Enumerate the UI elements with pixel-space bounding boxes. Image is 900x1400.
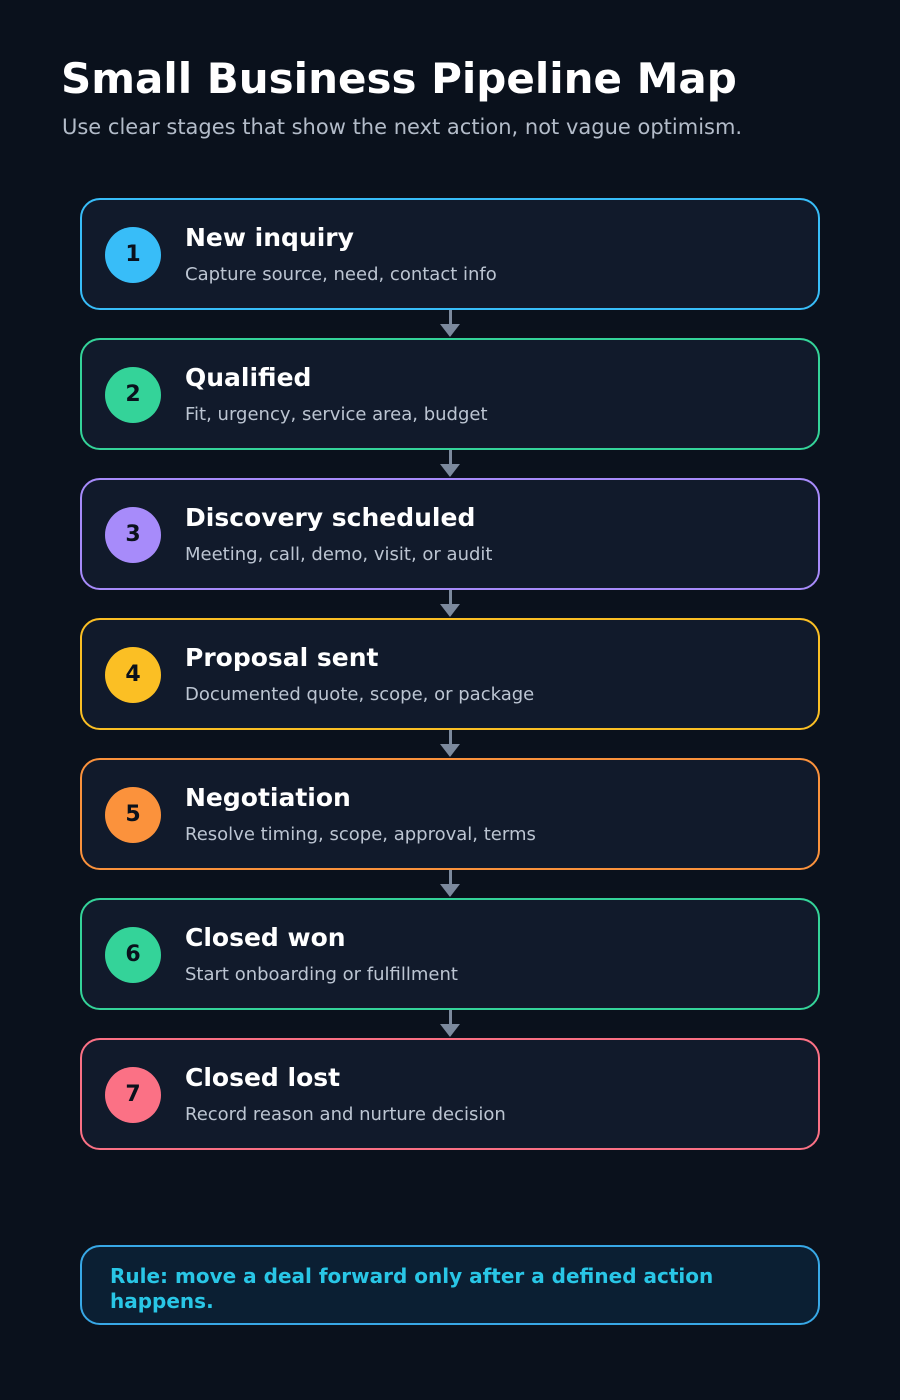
stage-description: Capture source, need, contact info <box>185 264 497 285</box>
page-subtitle: Use clear stages that show the next action, not vague optimism. <box>62 115 743 139</box>
stage-list <box>80 198 820 1150</box>
stage-description: Documented quote, scope, or package <box>185 684 535 705</box>
down-arrow-icon <box>80 450 820 478</box>
stage-description: Resolve timing, scope, approval, terms <box>185 824 536 845</box>
stage-card-proposal-sent <box>80 618 820 730</box>
rule-callout <box>80 1245 820 1325</box>
stage-number-badge: 4 <box>105 647 161 703</box>
stage-number-badge: 6 <box>105 927 161 983</box>
stage-card-negotiation <box>80 758 820 870</box>
stage-title: New inquiry <box>185 223 354 252</box>
down-arrow-icon <box>80 310 820 338</box>
stage-card-qualified <box>80 338 820 450</box>
down-arrow-icon <box>80 590 820 618</box>
stage-title: Discovery scheduled <box>185 503 476 532</box>
stage-title: Closed lost <box>185 1063 341 1092</box>
page-title: Small Business Pipeline Map <box>61 54 737 103</box>
stage-description: Fit, urgency, service area, budget <box>185 404 488 425</box>
stage-title: Qualified <box>185 363 312 392</box>
down-arrow-icon <box>80 1010 820 1038</box>
stage-number-badge: 5 <box>105 787 161 843</box>
down-arrow-icon <box>80 730 820 758</box>
stage-card-discovery-scheduled <box>80 478 820 590</box>
stage-description: Start onboarding or fulfillment <box>185 964 458 985</box>
down-arrow-icon <box>80 870 820 898</box>
stage-card-closed-lost <box>80 1038 820 1150</box>
stage-number-badge: 2 <box>105 367 161 423</box>
stage-description: Record reason and nurture decision <box>185 1104 506 1125</box>
stage-title: Closed won <box>185 923 346 952</box>
stage-title: Proposal sent <box>185 643 379 672</box>
stage-description: Meeting, call, demo, visit, or audit <box>185 544 493 565</box>
stage-card-closed-won <box>80 898 820 1010</box>
stage-card-new-inquiry <box>80 198 820 310</box>
stage-number-badge: 7 <box>105 1067 161 1123</box>
rule-text: Rule: move a deal forward only after a defined action happens. <box>110 1264 714 1313</box>
stage-number-badge: 3 <box>105 507 161 563</box>
stage-number-badge: 1 <box>105 227 161 283</box>
stage-title: Negotiation <box>185 783 351 812</box>
